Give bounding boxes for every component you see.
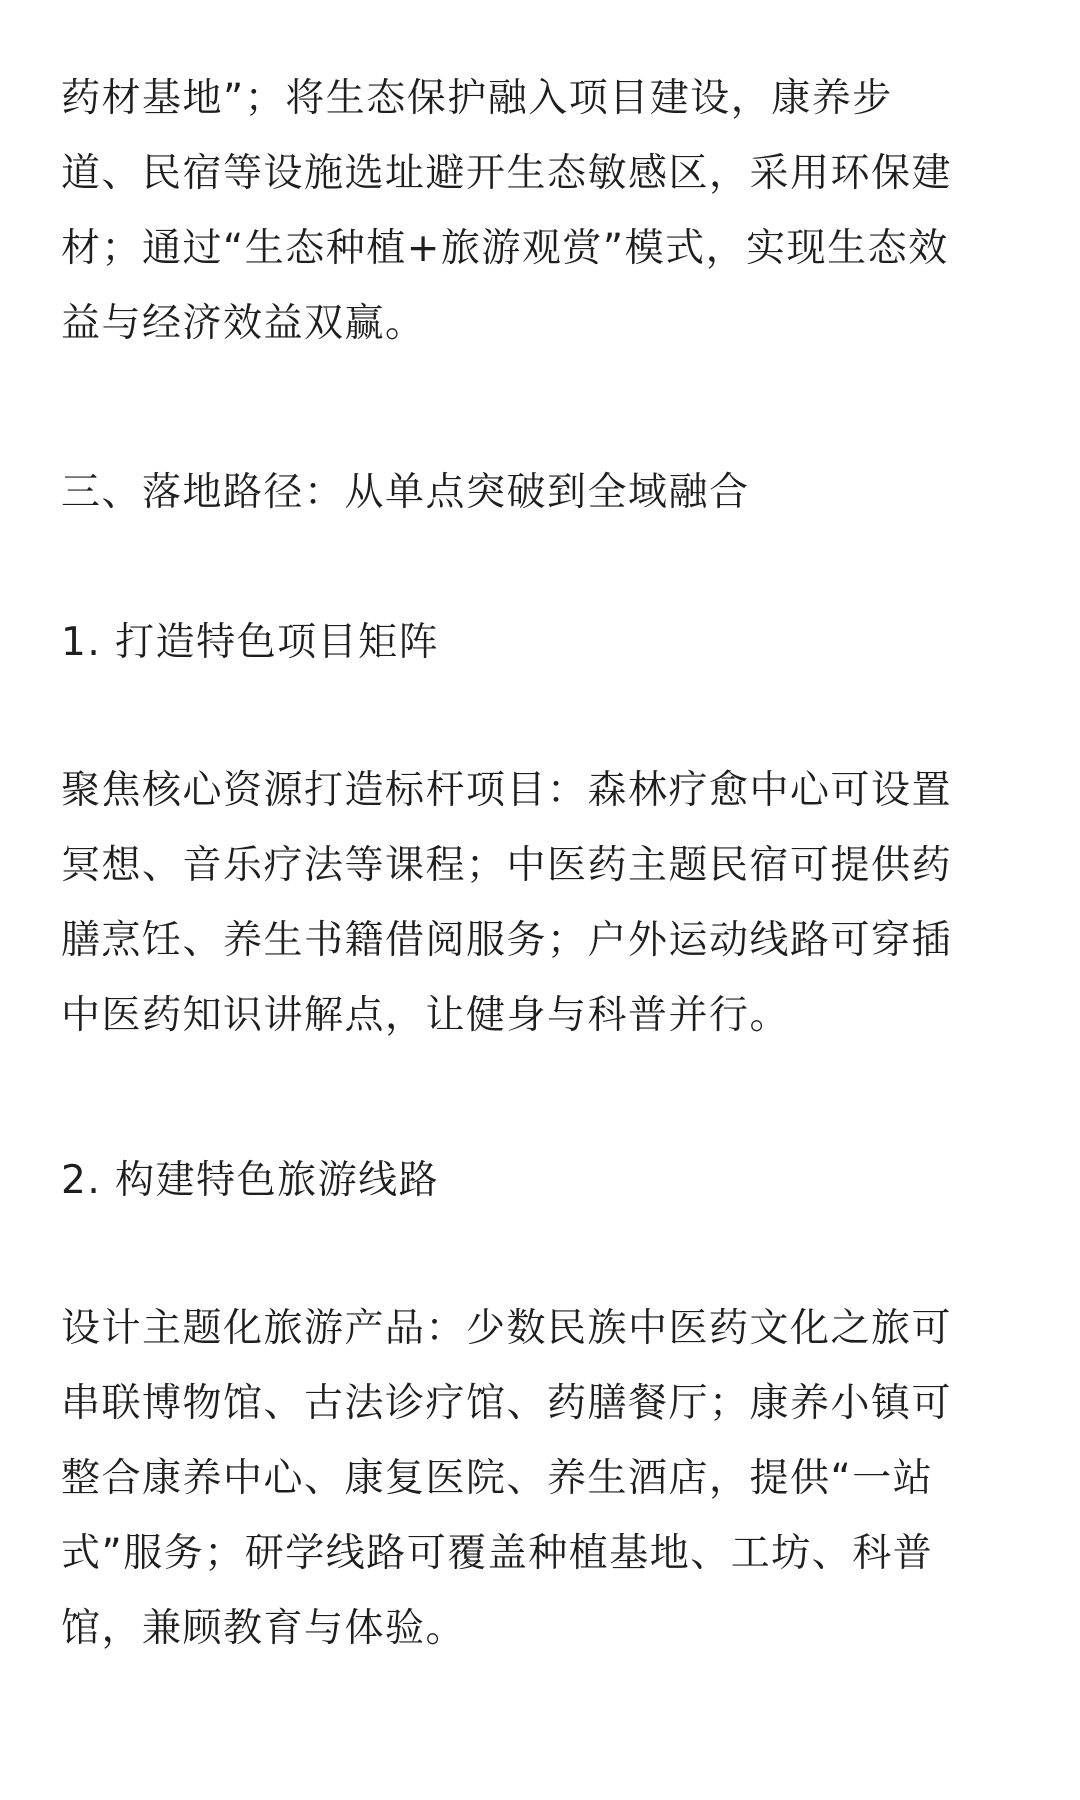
text-line: 益与经济效益双赢。 xyxy=(61,301,426,346)
text-line: 膳烹饪、养生书籍借阅服务；户外运动线路可穿插 xyxy=(61,918,953,963)
text-line: 材；通过“生态种植+旅游观赏”模式，实现生态效 xyxy=(61,226,949,271)
subheading-tour-routes: 2. 构建特色旅游线路 xyxy=(61,1158,440,1203)
paragraph-project-matrix xyxy=(61,753,1021,1053)
text-line: 中医药知识讲解点，让健身与科普并行。 xyxy=(61,993,791,1038)
text-line: 整合康养中心、康复医院、养生酒店，提供“一站 xyxy=(61,1456,934,1501)
text-line: 式”服务；研学线路可覆盖种植基地、工坊、科普 xyxy=(61,1531,934,1576)
text-line: 道、民宿等设施选址避开生态敏感区，采用环保建 xyxy=(61,151,953,196)
text-line: 馆，兼顾教育与体验。 xyxy=(61,1606,467,1651)
paragraph-tour-routes xyxy=(61,1291,1021,1666)
paragraph-ecology xyxy=(61,61,1021,361)
text-line: 设计主题化旅游产品：少数民族中医药文化之旅可 xyxy=(61,1306,953,1351)
text-line: 串联博物馆、古法诊疗馆、药膳餐厅；康养小镇可 xyxy=(61,1381,953,1426)
text-line: 冥想、音乐疗法等课程；中医药主题民宿可提供药 xyxy=(61,843,953,888)
text-line: 聚焦核心资源打造标杆项目：森林疗愈中心可设置 xyxy=(61,768,953,813)
text-line: 药材基地”；将生态保护融入项目建设，康养步 xyxy=(61,76,893,121)
subheading-project-matrix: 1. 打造特色项目矩阵 xyxy=(61,620,440,665)
section-heading: 三、落地路径：从单点突破到全域融合 xyxy=(61,470,750,515)
